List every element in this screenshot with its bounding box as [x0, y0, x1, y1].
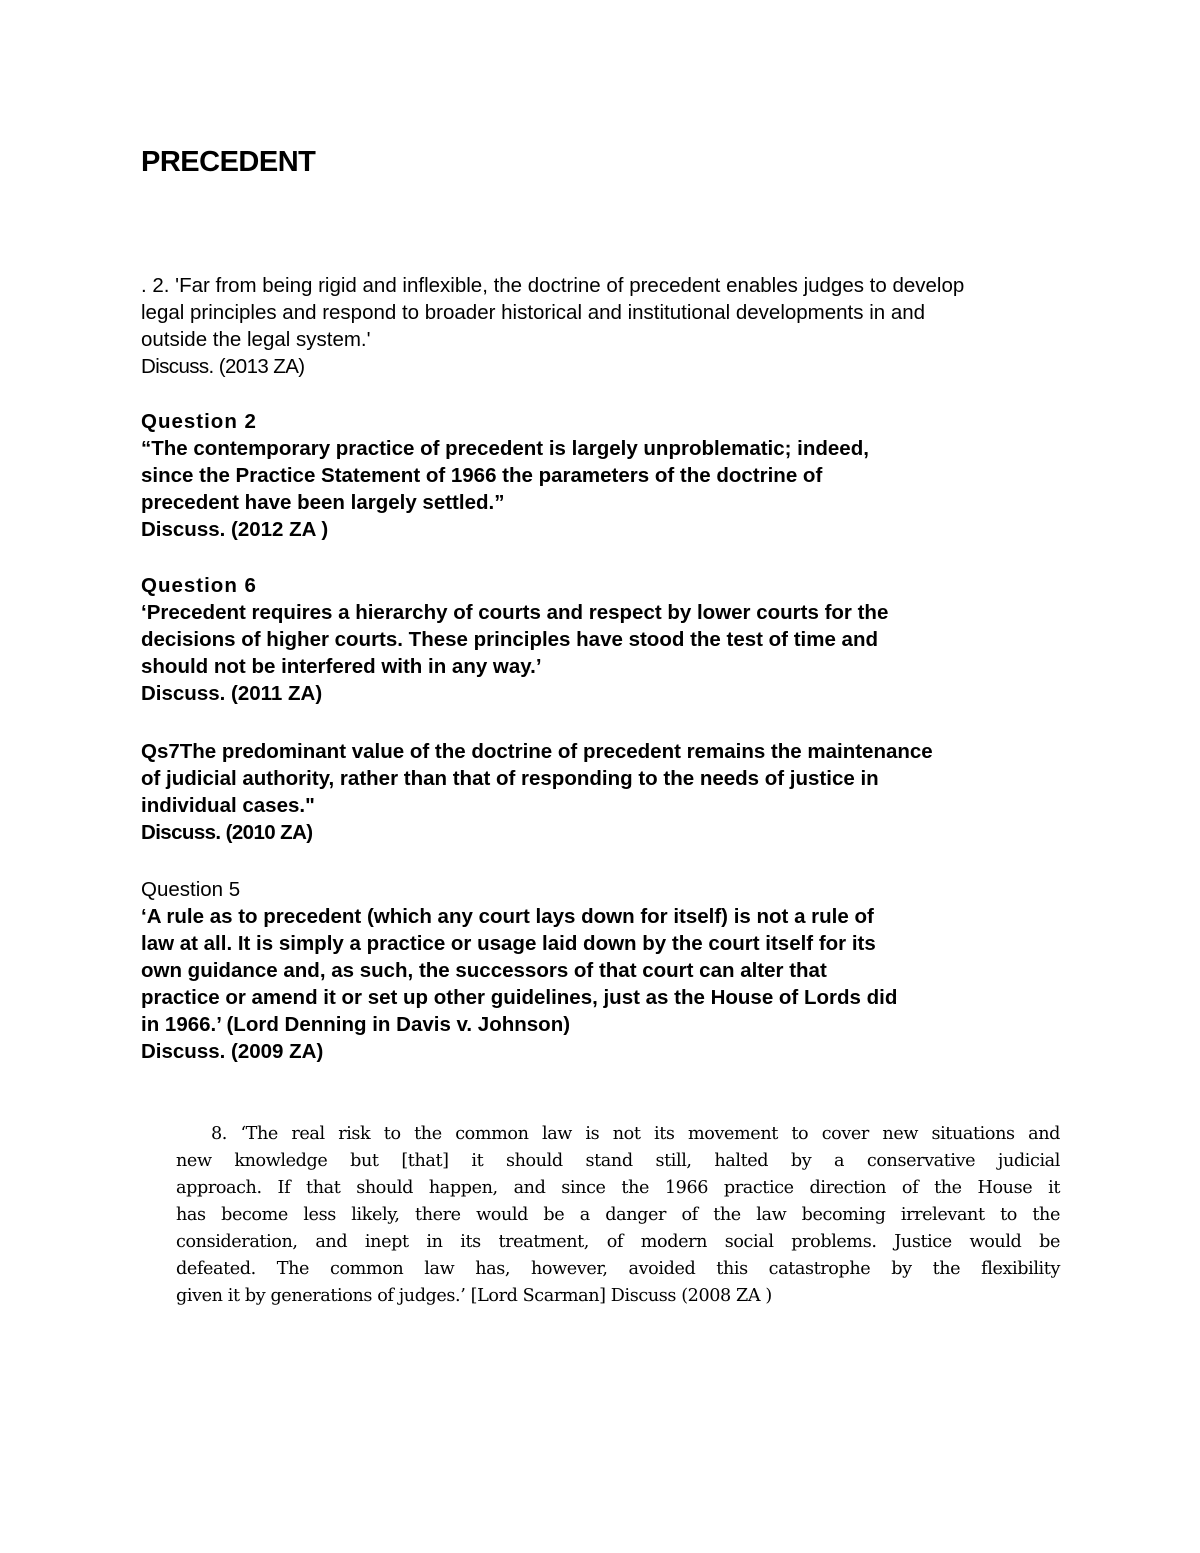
question-6 — [141, 572, 1081, 707]
question-text-line: practice or amend it or set up other guidelines, just as the House of Lords did — [141, 986, 898, 1009]
question-text-line: has become less likely, there would be a danger of the law becoming irrelevant to the — [176, 1205, 1060, 1225]
question-text-line: since the Practice Statement of 1966 the parameters of the doctrine of — [141, 464, 823, 487]
question-text-line: ‘Precedent requires a hierarchy of courts and respect by lower courts for the — [141, 601, 889, 624]
page-title: PRECEDENT — [141, 146, 316, 178]
question-heading: Question 6 — [141, 574, 257, 597]
question-text-line: of judicial authority, rather than that of responding to the needs of justice in — [141, 767, 879, 790]
question-text-line: precedent have been largely settled.” — [141, 491, 505, 514]
question-text-line: consideration, and inept in its treatment, of modern social problems. Justice would be — [176, 1232, 1060, 1252]
question-text-line: should not be interfered with in any way.’ — [141, 655, 542, 678]
question-text-line: in 1966.’ (Lord Denning in Davis v. Johnson) — [141, 1013, 571, 1036]
discuss-label: Discuss. (2010 ZA) — [141, 821, 313, 844]
question-text-line: Qs7The predominant value of the doctrine of precedent remains the maintenance — [141, 740, 933, 763]
question-text-line: decisions of higher courts. These principles have stood the test of time and — [141, 628, 878, 651]
question-text-line: own guidance and, as such, the successors of that court can alter that — [141, 959, 827, 982]
intro-question — [141, 272, 1081, 380]
question-8 — [176, 1121, 1060, 1310]
question-text-line: ‘A rule as to precedent (which any court lays down for itself) is not a rule of — [141, 905, 874, 928]
question-2 — [141, 408, 1081, 543]
question-5 — [141, 876, 1081, 1065]
question-text-line: 8. ‘The real risk to the common law is not its movement to cover new situations and — [211, 1124, 1060, 1144]
question-text-line: individual cases." — [141, 794, 315, 817]
discuss-label: Discuss. (2013 ZA) — [141, 355, 305, 378]
discuss-label: Discuss. (2009 ZA) — [141, 1040, 324, 1063]
discuss-label: Discuss. (2011 ZA) — [141, 682, 323, 705]
question-text-line: . 2. 'Far from being rigid and inflexible, the doctrine of precedent enables judges to develop — [141, 274, 965, 297]
question-text-line: new knowledge but [that] it should stand still, halted by a conservative judicial — [176, 1151, 1060, 1171]
question-heading: Question 5 — [141, 878, 241, 901]
question-text-line: approach. If that should happen, and since the 1966 practice direction of the House it — [176, 1178, 1060, 1198]
question-text-line: legal principles and respond to broader historical and institutional developments in and — [141, 301, 926, 324]
question-7 — [141, 738, 1081, 846]
question-text-line: defeated. The common law has, however, avoided this catastrophe by the flexibility — [176, 1259, 1060, 1279]
question-text-line: law at all. It is simply a practice or usage laid down by the court itself for its — [141, 932, 876, 955]
question-text-line: “The contemporary practice of precedent is largely unproblematic; indeed, — [141, 437, 869, 460]
question-heading: Question 2 — [141, 410, 257, 433]
question-text-line: outside the legal system.' — [141, 328, 371, 351]
question-text-line: given it by generations of judges.’ [Lord Scarman] Discuss (2008 ZA ) — [176, 1286, 772, 1306]
discuss-label: Discuss. (2012 ZA ) — [141, 518, 329, 541]
